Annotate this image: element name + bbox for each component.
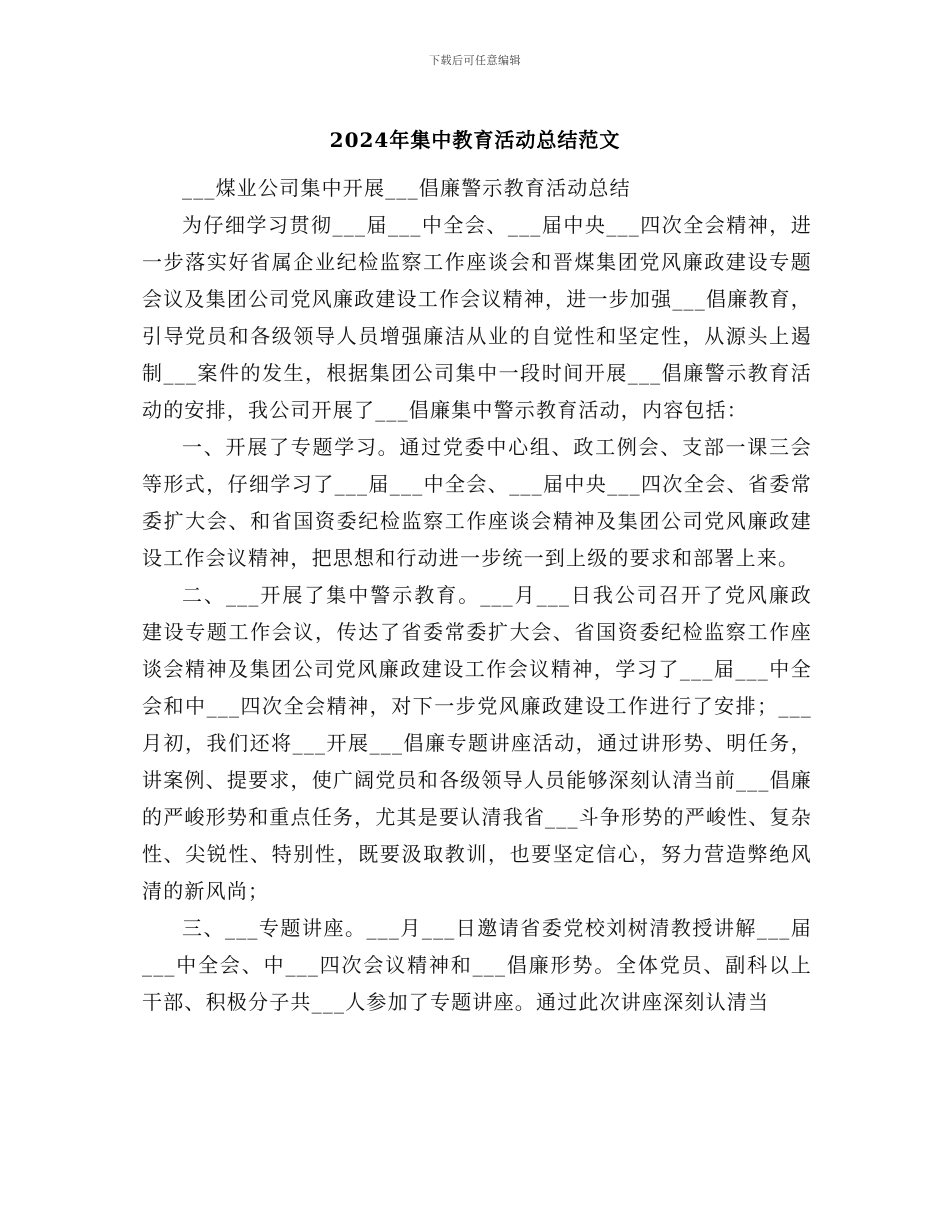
paragraph-section-2: 二、___开展了集中警示教育。___月___日我公司召开了党风廉政建设专题工作会议，传达了省委常委扩大会、省国资委纪检监察工作座谈会精神及集团公司党风廉政建设工作会议精神，学习了___届___中全会和中___四次全会精神，对下一步党风廉政建设工作进行了安排；___月初，我们还将___开展___倡廉专题讲座活动，通过讲形势、明任务，讲案例、提要求，使广阔党员和各级领导人员能够深刻认清当前___倡廉的严峻形势和重点任务，尤其是要认清我省___斗争形势的严峻性、复杂性、尖锐性、特别性，既要汲取教训，也要坚定信心，努力营造弊绝风清的新风尚；: [142, 583, 812, 903]
document-body: [142, 170, 812, 1021]
paragraph-intro: 为仔细学习贯彻___届___中全会、___届中央___四次全会精神，进一步落实好省属企业纪检监察工作座谈会和晋煤集团党风廉政建设专题会议及集团公司党风廉政建设工作会议精神，进一步加强___倡廉教育，引导党员和各级领导人员增强廉洁从业的自觉性和坚定性，从源头上遏制___案件的发生，根据集团公司集中一段时间开展___倡廉警示教育活动的安排，我公司开展了___倡廉集中警示教育活动，内容包括：: [142, 213, 812, 422]
paragraph-section-3: 三、___专题讲座。___月___日邀请省委党校刘树清教授讲解___届___中全会、中___四次会议精神和___倡廉形势。全体党员、副科以上干部、积极分子共___人参加了专题讲座。通过此次讲座深刻认清当: [142, 916, 812, 1014]
page-header: 下载后可任意编辑: [429, 54, 521, 67]
paragraph-subtitle: ___煤业公司集中开展___倡廉警示教育活动总结: [182, 176, 631, 200]
document-title: 2024年集中教育活动总结范文: [329, 128, 621, 152]
paragraph-section-1: 一、开展了专题学习。通过党委中心组、政工例会、支部一课三会等形式，仔细学习了___届___中全会、___届中央___四次全会、省委常委扩大会、和省国资委纪检监察工作座谈会精神及集团公司党风廉政建设工作会议精神，把思想和行动进一步统一到上级的要求和部署上来。: [142, 435, 812, 570]
